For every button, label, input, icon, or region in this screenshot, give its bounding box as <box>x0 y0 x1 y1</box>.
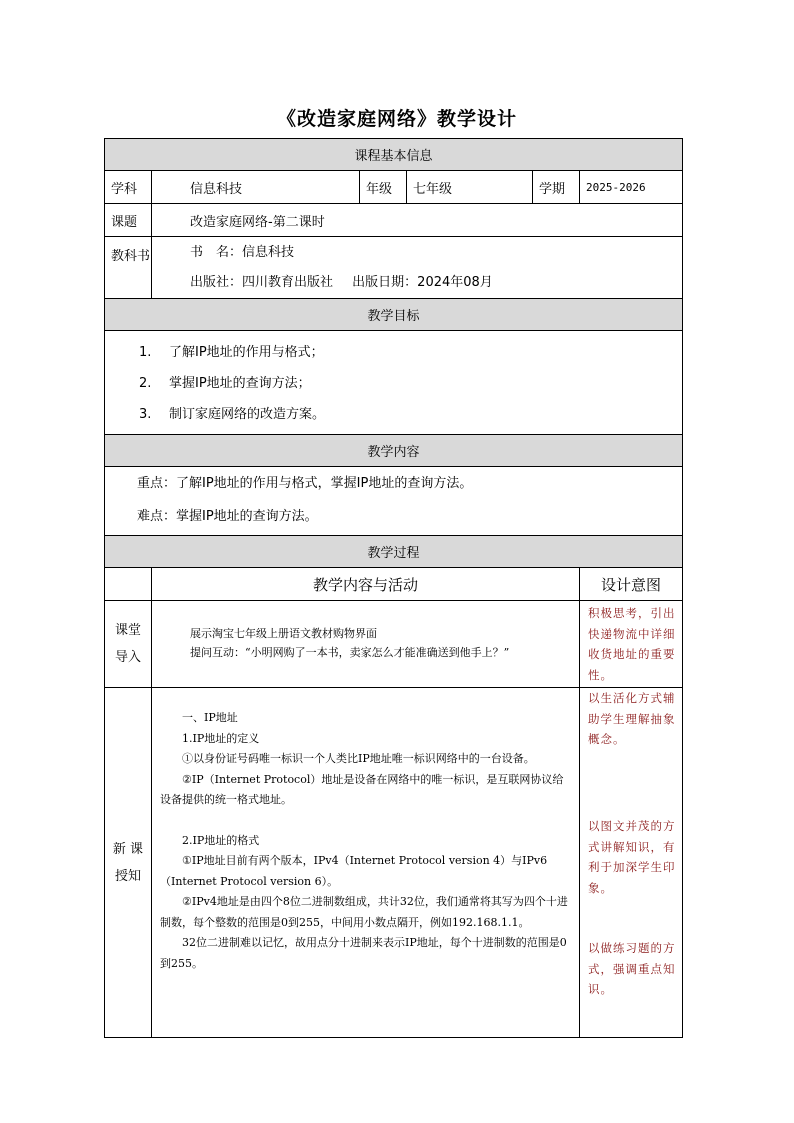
grade-value: 七年级 <box>407 171 533 204</box>
basic-info-header: 课程基本信息 <box>105 139 683 171</box>
pub-date-label: 出版日期： <box>352 274 418 290</box>
goals-list <box>105 331 683 435</box>
goal-item: 1. 了解IP地址的作用与格式； <box>139 345 324 360</box>
intro-activity <box>152 601 580 688</box>
intent-note: 以生活化方式辅助学生理解抽象概念。 <box>588 691 676 746</box>
subject-value: 信息科技 <box>152 171 360 204</box>
intro-line: 展示淘宝七年级上册语文教材购物界面 <box>190 627 377 640</box>
goal-item: 3. 制订家庭网络的改造方案。 <box>139 407 326 422</box>
topic-value: 改造家庭网络-第二课时 <box>152 204 683 237</box>
pub-date-value: 2024年08月 <box>417 274 493 290</box>
key-point: 重点：了解IP地址的作用与格式，掌握IP地址的查询方法。 <box>137 476 473 491</box>
stage-intro: 课堂 导入 <box>105 601 152 688</box>
paragraph: ①IP地址目前有两个版本，IPv4（Internet Protocol version 4）与IPv6（Internet Protocol version 6）。 <box>160 854 548 888</box>
section-title: 一、IP地址 <box>182 711 238 724</box>
subsection-title: 2.IP地址的格式 <box>182 833 260 847</box>
intro-intent: 积极思考，引出快递物流中详细收货地址的重要性。 <box>580 601 683 688</box>
goal-item: 2. 掌握IP地址的查询方法； <box>139 376 311 391</box>
book-name-value: 信息科技 <box>242 244 295 260</box>
intent-column-header: 设计意图 <box>580 568 683 601</box>
new-lesson-activity <box>152 688 580 1038</box>
paragraph: ①以身份证号码唯一标识一个人类比IP地址唯一标识网络中的一台设备。 <box>182 752 535 765</box>
intent-note: 以图文并茂的方式讲解知识，有利于加深学生印象。 <box>588 819 676 895</box>
textbook-details <box>152 237 683 299</box>
subsection-title: 1.IP地址的定义 <box>182 731 260 745</box>
paragraph: ②IPv4地址是由四个8位二进制数组成，共计32位，我们通常将其写为四个十进制数，每个整数的范围是0到255，中间用小数点隔开，例如192.168.1.1。 <box>160 895 568 929</box>
content-points <box>105 467 683 536</box>
book-name-label: 书 名： <box>190 244 243 260</box>
subject-label: 学科 <box>105 171 152 204</box>
textbook-label: 教科书 <box>105 237 152 299</box>
lesson-plan-table <box>104 138 683 1038</box>
new-lesson-intent <box>580 688 683 1038</box>
process-header: 教学过程 <box>105 536 683 568</box>
term-value: 2025-2026 <box>580 171 683 204</box>
intent-note: 以做练习题的方式，强调重点知识。 <box>588 941 676 996</box>
document-title: 《改造家庭网络》教学设计 <box>276 108 517 130</box>
topic-label: 课题 <box>105 204 152 237</box>
paragraph: 32位二进制难以记忆，故用点分十进制来表示IP地址，每个十进制数的范围是0到255。 <box>160 936 567 970</box>
intro-line: 提问互动：“小明网购了一本书，卖家怎么才能准确送到他手上？” <box>190 646 510 659</box>
publisher-label: 出版社： <box>190 274 243 290</box>
goals-header: 教学目标 <box>105 299 683 331</box>
publisher-value: 四川教育出版社 <box>242 274 334 290</box>
paragraph: ②IP（Internet Protocol）地址是设备在网络中的唯一标识，是互联网协议给设备提供的统一格式地址。 <box>160 772 564 806</box>
grade-label: 年级 <box>360 171 407 204</box>
content-header: 教学内容 <box>105 435 683 467</box>
stage-new-lesson: 新 课 授知 <box>105 688 152 1038</box>
stage-column-header <box>105 568 152 601</box>
activity-column-header: 教学内容与活动 <box>152 568 580 601</box>
term-label: 学期 <box>533 171 580 204</box>
difficult-point: 难点：掌握IP地址的查询方法。 <box>137 509 318 524</box>
